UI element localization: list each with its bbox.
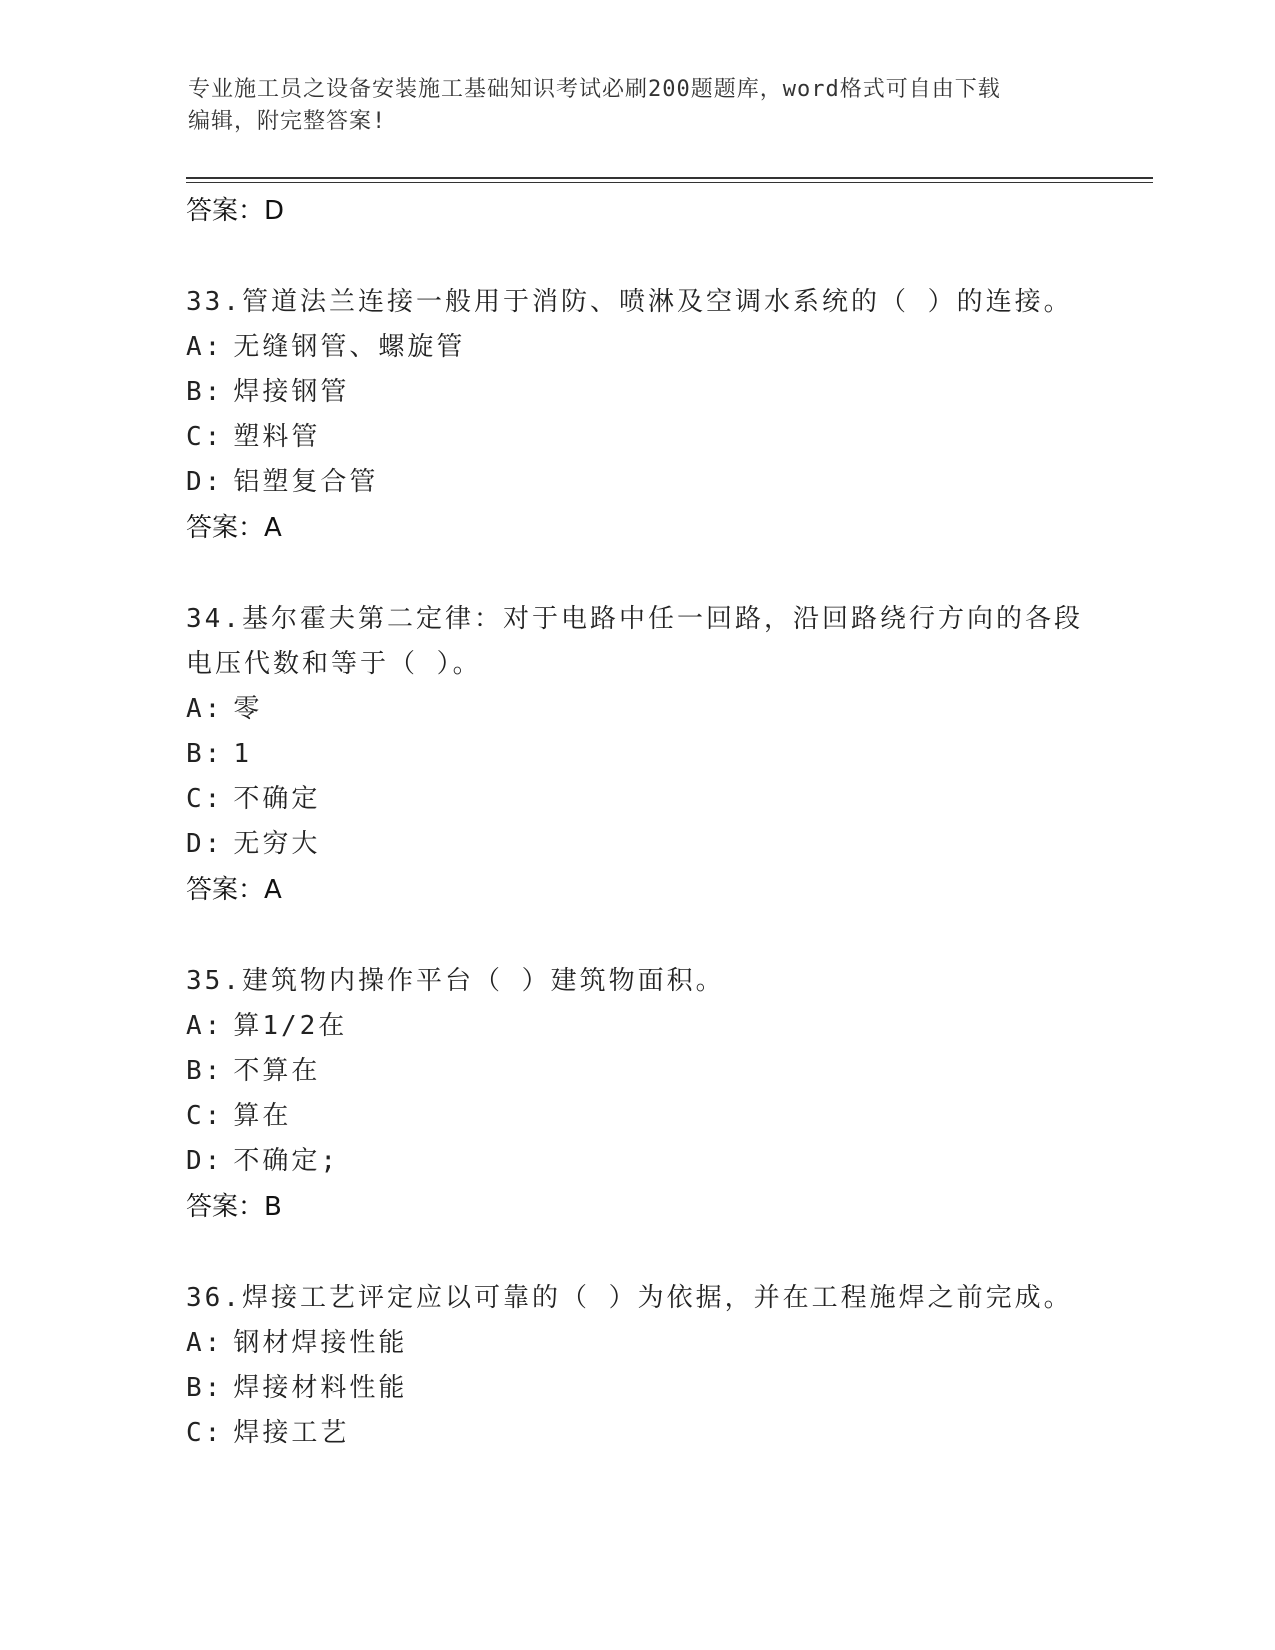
option-d xyxy=(186,460,1086,505)
option-text: 1 xyxy=(233,739,252,769)
option-key: B: xyxy=(186,1373,224,1403)
option-text: 钢材焊接性能 xyxy=(233,1328,408,1358)
option-key: B: xyxy=(186,739,224,769)
option-d xyxy=(186,822,1086,867)
option-b xyxy=(186,732,1086,777)
option-key: A: xyxy=(186,694,224,724)
option-b xyxy=(186,1366,1086,1411)
option-text: 焊接工艺 xyxy=(233,1418,350,1448)
option-text: 零 xyxy=(233,694,263,724)
question-33 xyxy=(186,280,1086,551)
option-a xyxy=(186,687,1086,732)
option-text: 算1/2在 xyxy=(233,1011,348,1041)
option-key: B: xyxy=(186,1056,224,1086)
option-text: 不确定; xyxy=(233,1146,339,1176)
option-key: C: xyxy=(186,784,224,814)
option-c xyxy=(186,1411,1086,1456)
option-text: 无穷大 xyxy=(233,829,321,859)
option-key: C: xyxy=(186,1418,224,1448)
header-line-2: 编辑，附完整答案! xyxy=(188,109,387,134)
question-text: 35.建筑物内操作平台（ ）建筑物面积。 xyxy=(186,966,725,996)
option-text: 不确定 xyxy=(233,784,321,814)
option-key: C: xyxy=(186,422,224,452)
option-a xyxy=(186,1321,1086,1366)
previous-answer: 答案：D xyxy=(186,196,285,226)
option-key: A: xyxy=(186,1328,224,1358)
answer: 答案：A xyxy=(186,875,282,905)
option-text: 不算在 xyxy=(233,1056,321,1086)
option-b xyxy=(186,370,1086,415)
question-text: 33.管道法兰连接一般用于消防、喷淋及空调水系统的（ ）的连接。 xyxy=(186,287,1073,317)
question-35 xyxy=(186,959,1086,1230)
option-key: D: xyxy=(186,467,224,497)
option-b xyxy=(186,1049,1086,1094)
option-text: 铝塑复合管 xyxy=(233,467,379,497)
option-text: 算在 xyxy=(233,1101,292,1131)
option-key: A: xyxy=(186,1011,224,1041)
question-text: 34.基尔霍夫第二定律：对于电路中任一回路，沿回路绕行方向的各段电压代数和等于（ ）。 xyxy=(186,604,1083,679)
option-text: 塑料管 xyxy=(233,422,321,452)
option-a xyxy=(186,1004,1086,1049)
header-line-1: 专业施工员之设备安装施工基础知识考试必刷200题题库，word格式可自由下载 xyxy=(188,77,1001,102)
option-key: A: xyxy=(186,332,224,362)
option-text: 焊接钢管 xyxy=(233,377,350,407)
option-c xyxy=(186,1094,1086,1139)
option-key: D: xyxy=(186,1146,224,1176)
option-key: D: xyxy=(186,829,224,859)
page-header xyxy=(188,74,1068,138)
option-d xyxy=(186,1139,1086,1184)
question-34 xyxy=(186,597,1086,913)
option-a xyxy=(186,325,1086,370)
question-36 xyxy=(186,1276,1086,1456)
option-text: 焊接材料性能 xyxy=(233,1373,408,1403)
question-list xyxy=(186,188,1086,1456)
answer: 答案：B xyxy=(186,1192,282,1222)
answer: 答案：A xyxy=(186,513,282,543)
option-c xyxy=(186,777,1086,822)
option-text: 无缝钢管、螺旋管 xyxy=(233,332,466,362)
option-key: B: xyxy=(186,377,224,407)
question-text: 36.焊接工艺评定应以可靠的（ ）为依据，并在工程施焊之前完成。 xyxy=(186,1283,1073,1313)
option-c xyxy=(186,415,1086,460)
header-divider xyxy=(186,177,1153,183)
option-key: C: xyxy=(186,1101,224,1131)
